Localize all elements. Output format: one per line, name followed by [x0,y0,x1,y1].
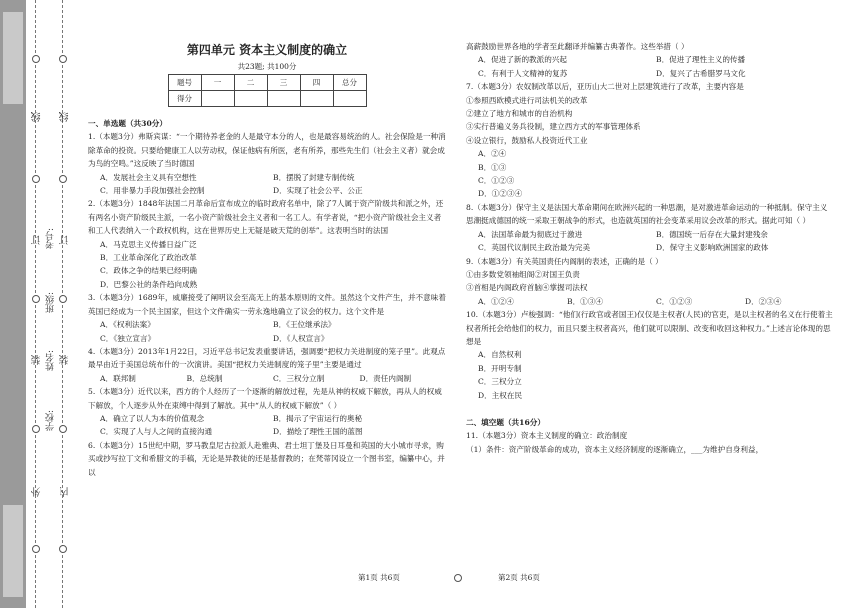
option-c[interactable]: C．英国代议制民主政治最为完美 [478,243,591,253]
question-11-part-1: （1）条件：资产阶级革命的成功，资本主义经济制度的逐渐确立，___为维护自身利益， [466,444,764,454]
name-label: 姓名: [46,350,56,372]
option-b[interactable]: B．德国统一后存在大量封建残余 [656,229,768,239]
question-5: 5.（本题3分）近代以来，西方的个人经历了一个逐渐的解放过程，先是从神的权威下解放，再从人的权威下解放，个人逐步从外在束缚中得到了解放。其中“从人的权威下解放”（ ） [88,387,442,410]
question-1: 1.（本题3分）弗斯宾谋：“一个期待养老金的人是最守本分的人，也是最容易统治的人。社会保险是一种消除革命的投资。只要给健康工人以劳动权，保证他病有所医，老有所养，那些先生们（社会主义者）就会成为鸟的空鸣。”这反映了当时德国 [88,132,446,169]
option-b[interactable]: B．促进了理性主义的传播 [656,55,746,65]
page-left [88,0,446,608]
score-cell[interactable] [267,91,300,107]
option-c[interactable]: C．《独立宣言》 [100,333,156,343]
option-d[interactable]: D．巴黎公社的条件趋向成熟 [100,279,198,289]
binding-hole [32,545,40,553]
score-header-cell: 题号 [168,75,201,91]
binding-hole [32,425,40,433]
question-9-options-row [466,295,834,308]
question-9-item: ①由多数党领袖组阁②对国王负责 [466,269,580,279]
score-header-cell: 一 [201,75,234,91]
question-3-options-row [88,332,446,345]
option-d[interactable]: D．①②③④ [478,189,523,199]
school-label: 学校: [46,410,56,432]
page-number-left: 第1页 共6页 [358,573,400,582]
option-b[interactable]: B．工业革命深化了政治改革 [100,253,197,263]
inner-line-char: 线 [60,112,71,122]
binding-hole [59,425,67,433]
option-d[interactable]: D．《人权宣言》 [273,333,329,343]
option-b[interactable]: B．《王位继承法》 [273,320,336,330]
option-c[interactable]: C．三权分立 [478,377,522,387]
score-cell[interactable] [201,91,234,107]
outer-line-char: 线 [32,112,43,122]
question-2: 2.（本题3分）1848年法国二月革命后宣布成立的临时政府名单中，除了7人属于资产阶级共和派之外，还有两名小资产阶级民主派，一名小资产阶级社会主义者和一名工人。有学者说，“把小资产阶级社会主义者和工人代表纳入一个政权机构，这在世界历史上无疑是破天荒的创举”。这表明当时的法国 [88,199,444,236]
question-10: 10.（本题3分）卢梭强调：“他们(行政官或者国王)仅仅是主权者(人民)的官吏，是以主权者的名义在行使着主权者所托会给他们的权力，而且只要主权者高兴，他们就可以限制、改变和收回这种权力。”上述言论体现的思想是 [466,310,833,346]
outer-bind-char: 装 [32,355,43,365]
page-title: 第四单元 资本主义制度的确立 [186,43,348,57]
option-a[interactable]: A．马克思主义传播日益广泛 [100,239,197,249]
option-b[interactable]: B．①③④ [567,296,603,306]
question-5-options-row [88,412,446,425]
score-cell[interactable] [300,91,333,107]
question-8: 8.（本题3分）保守主义是法国大革命期间在欧洲兴起的一种思潮，是对激进革命运动的一种抵制。保守主义思潮挺成德国的统一采取王朝战争的形式，也造就英国的社会变革采用议会改革的形式。据此可知（ ） [466,202,828,226]
option-d[interactable]: D．主权在民 [478,390,523,400]
question-7-item: ④设立银行，鼓励私人投资近代工业 [466,135,588,145]
option-d[interactable]: D．复兴了古希腊罗马文化 [656,68,746,78]
option-a[interactable]: A．②④ [478,149,507,159]
score-header-cell: 总分 [333,75,366,91]
inner-bind-char: 装 [60,355,71,365]
question-7: 7.（本题3分）农奴制改革以后，亚历山大二世对上层建筑进行了改革，主要内容是 [466,82,744,92]
page-number-right: 第2页 共6页 [498,573,540,582]
question-1-options-row [88,171,446,184]
question-8-options-row [466,228,834,241]
option-d[interactable]: D．保守主义影响欧洲国家的政体 [656,243,769,253]
question-6-continued: 高薪鼓励世界各地的学者至此翻译并编纂古典著作。这些举措（ ） [466,42,689,51]
option-a[interactable]: A．《权利法案》 [100,320,155,330]
question-1-options-row [88,184,446,197]
option-c[interactable]: C．用非暴力手段加强社会控制 [100,186,205,196]
question-8-options-row [466,241,834,254]
binding-hole [59,295,67,303]
question-7-item: ①参照西欧模式进行司法机关的改革 [466,95,588,105]
option-d[interactable]: D．②③④ [745,296,782,306]
exam-number-label: 考号: [46,228,56,250]
option-c[interactable]: C．①②③ [656,296,693,306]
page-separator-circle [454,574,462,582]
option-a[interactable]: A．联邦制 [100,373,136,383]
score-header-cell: 三 [267,75,300,91]
inner-side-char: 内 [60,487,71,497]
question-6: 6.（本题3分）15世纪中期，罗马教皇尼古拉派人赴雅典、君士坦丁堡及日耳曼和英国的大小城市寻求，购买或抄写拉丁文和希腊文的手稿，无论是异教徒的还是基督教的；在梵蒂冈设立一个图书室，编纂中心，并以 [88,440,445,477]
score-row-label: 得分 [168,91,201,107]
binding-hole [32,55,40,63]
option-c[interactable]: C．三权分立制 [273,373,325,383]
option-a[interactable]: A．①②④ [478,296,514,306]
score-cell[interactable] [234,91,267,107]
outer-order-char: 订 [32,235,43,245]
question-3-options-row [88,318,446,331]
binding-hole [59,55,67,63]
section-heading-single-choice: 一、单选题（共30分） [88,119,167,128]
option-c[interactable]: C．有利于人文精神的复苏 [478,68,568,78]
option-a[interactable]: A．发展社会主义具有空想性 [100,172,197,182]
page-subtitle: 共23题; 共100分 [237,62,297,71]
page-right [466,40,834,580]
question-7-item: ②建立了地方和城市的自治机构 [466,109,573,119]
option-d[interactable]: D．责任内阁制 [359,373,412,383]
question-6-options-row [466,67,834,80]
option-c[interactable]: C．实现了人与人之间的直接沟通 [100,427,213,437]
question-9: 9.（本题3分）有关英国责任内阁制的表述，正确的是（ ） [466,256,663,266]
score-table-score-row [168,91,366,107]
gutter-strip [0,0,26,608]
outer-cut-line [35,0,36,608]
outer-side-char: 外 [32,487,43,497]
question-4-options-row [88,372,446,385]
binding-hole [59,545,67,553]
score-table [168,74,367,107]
option-b[interactable]: B．总统制 [186,373,223,383]
option-a[interactable]: A．促进了新的教派的兴起 [478,55,568,65]
score-header-cell: 二 [234,75,267,91]
class-label: 班级: [46,292,56,314]
gutter-strip-bottom [3,505,23,597]
option-c[interactable]: C．政体之争的结果已经明确 [100,266,197,276]
binding-hole [59,175,67,183]
option-b[interactable]: B．开明专制 [478,363,522,373]
question-5-options-row [88,425,446,438]
binding-gutter [0,0,72,608]
binding-hole [32,175,40,183]
question-4: 4.（本题3分）2013年1月22日，习近平总书记发表重要讲话，强调要“把权力关进制度的笼子里”。此观点最早由近于美国总统布什的一次演讲。美国“把权力关进制度的笼子里”主要是通过 [88,346,446,370]
option-d[interactable]: D．描绘了理性王国的蓝图 [273,427,363,437]
question-11: 11.（本题3分）资本主义制度的确立：政治制度 [466,431,628,441]
binding-hole [32,295,40,303]
question-3: 3.（本题3分）1689年，威廉接受了阐明议会至高无上的基本原则的文件。虽然这个文件产生，并不意味着英国已经成为一个民主国家，但这个文件确实一劳永逸地确立了议会的权力。这个文件是 [88,293,446,316]
question-7-item: ③实行普遍义务兵役制，建立西方式的军事管理体系 [466,122,641,132]
question-9-item: ③首相是内阁政府首脑④掌握司法权 [466,283,588,293]
inner-cut-line [62,0,63,608]
option-b[interactable]: B．①③ [478,162,507,172]
option-c[interactable]: C．①②③ [478,176,515,186]
option-d[interactable]: D．实现了社会公平、公正 [273,186,363,196]
gutter-strip-top [3,12,23,104]
section-heading-fill-blank: 二、填空题（共16分） [466,417,545,427]
score-header-cell: 四 [300,75,333,91]
option-b[interactable]: B．摆脱了封建专制传统 [273,172,355,182]
score-table-header-row [168,75,366,91]
question-6-options-row [466,53,834,66]
score-cell[interactable] [333,91,366,107]
inner-order-char: 订 [60,235,71,245]
option-a[interactable]: A．法国革命最为彻底过于激进 [478,229,583,239]
option-b[interactable]: B．揭示了宇宙运行的奥秘 [273,413,363,423]
option-a[interactable]: A．确立了以人为本的价值观念 [100,413,205,423]
option-a[interactable]: A．自然权利 [478,350,522,360]
